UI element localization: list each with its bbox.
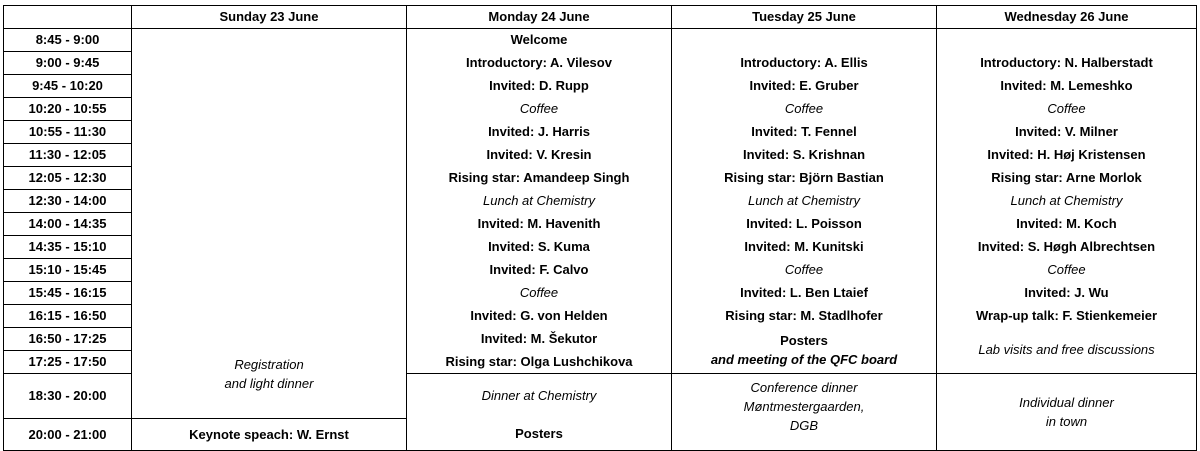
tuesday-cell: Coffee	[672, 259, 937, 282]
wednesday-dinner-line1: Individual dinner	[1019, 395, 1114, 410]
sunday-empty-cell	[132, 29, 407, 351]
sunday-registration-line1: Registration	[234, 356, 304, 372]
tuesday-cell: Coffee	[672, 98, 937, 121]
wednesday-dinner-line2: in town	[1045, 414, 1088, 429]
wednesday-cell: Invited: J. Wu	[937, 282, 1197, 305]
monday-cell: Posters	[407, 419, 672, 451]
tuesday-cell: Invited: M. Kunitski	[672, 236, 937, 259]
wednesday-cell: Invited: H. Høj Kristensen	[937, 144, 1197, 167]
monday-cell: Dinner at Chemistry	[407, 374, 672, 419]
tuesday-cell: Invited: E. Gruber	[672, 75, 937, 98]
monday-cell: Rising star: Olga Lushchikova	[407, 351, 672, 374]
monday-cell: Invited: J. Harris	[407, 121, 672, 144]
time-cell: 15:10 - 15:45	[4, 259, 132, 282]
wednesday-cell: Invited: V. Milner	[937, 121, 1197, 144]
monday-cell: Invited: M. Havenith	[407, 213, 672, 236]
wednesday-cell: Invited: M. Koch	[937, 213, 1197, 236]
monday-cell: Invited: S. Kuma	[407, 236, 672, 259]
monday-cell: Rising star: Amandeep Singh	[407, 167, 672, 190]
wednesday-dinner-cell	[937, 374, 1197, 451]
tuesday-dinner-line1: Conference dinner	[750, 380, 858, 395]
wednesday-cell	[937, 29, 1197, 52]
tuesday-cell	[672, 29, 937, 52]
monday-cell: Coffee	[407, 98, 672, 121]
sunday-registration-line2: and light dinner	[224, 375, 314, 391]
tuesday-dinner-cell	[672, 374, 937, 451]
time-cell: 9:45 - 10:20	[4, 75, 132, 98]
time-cell: 14:00 - 14:35	[4, 213, 132, 236]
time-cell: 14:35 - 15:10	[4, 236, 132, 259]
monday-cell: Invited: D. Rupp	[407, 75, 672, 98]
time-cell: 8:45 - 9:00	[4, 29, 132, 52]
tuesday-cell: Introductory: A. Ellis	[672, 52, 937, 75]
header-row	[4, 6, 1197, 29]
header-wednesday: Wednesday 26 June	[937, 6, 1197, 29]
tuesday-cell: Rising star: Björn Bastian	[672, 167, 937, 190]
monday-cell: Introductory: A. Vilesov	[407, 52, 672, 75]
tuesday-cell: Invited: L. Ben Ltaief	[672, 282, 937, 305]
wednesday-cell: Coffee	[937, 259, 1197, 282]
wednesday-cell: Introductory: N. Halberstadt	[937, 52, 1197, 75]
monday-cell: Invited: G. von Helden	[407, 305, 672, 328]
header-tuesday: Tuesday 25 June	[672, 6, 937, 29]
tuesday-posters-cell	[672, 328, 937, 374]
tuesday-cell: Rising star: M. Stadlhofer	[672, 305, 937, 328]
monday-cell: Invited: F. Calvo	[407, 259, 672, 282]
header-time	[4, 6, 132, 29]
time-cell: 16:15 - 16:50	[4, 305, 132, 328]
wednesday-lab-visits-cell: Lab visits and free discussions	[937, 328, 1197, 374]
tuesday-posters-title: Posters	[780, 333, 828, 349]
table-row	[4, 29, 1197, 52]
tuesday-cell: Lunch at Chemistry	[672, 190, 937, 213]
time-cell: 12:05 - 12:30	[4, 167, 132, 190]
schedule-table	[3, 5, 1197, 451]
monday-cell: Coffee	[407, 282, 672, 305]
tuesday-dinner-line2: Møntmestergaarden,	[743, 399, 865, 414]
wednesday-cell: Coffee	[937, 98, 1197, 121]
tuesday-cell: Invited: L. Poisson	[672, 213, 937, 236]
time-cell: 11:30 - 12:05	[4, 144, 132, 167]
wednesday-cell: Lunch at Chemistry	[937, 190, 1197, 213]
time-cell: 15:45 - 16:15	[4, 282, 132, 305]
monday-cell: Invited: M. Šekutor	[407, 328, 672, 351]
wednesday-cell: Invited: S. Høgh Albrechtsen	[937, 236, 1197, 259]
monday-cell: Welcome	[407, 29, 672, 52]
monday-cell: Invited: V. Kresin	[407, 144, 672, 167]
time-cell: 20:00 - 21:00	[4, 419, 132, 451]
time-cell: 12:30 - 14:00	[4, 190, 132, 213]
header-monday: Monday 24 June	[407, 6, 672, 29]
time-cell: 10:20 - 10:55	[4, 98, 132, 121]
time-cell: 18:30 - 20:00	[4, 374, 132, 419]
wednesday-cell: Rising star: Arne Morlok	[937, 167, 1197, 190]
header-sunday: Sunday 23 June	[132, 6, 407, 29]
sunday-keynote-cell: Keynote speach: W. Ernst	[132, 419, 407, 451]
wednesday-cell: Wrap-up talk: F. Stienkemeier	[937, 305, 1197, 328]
sunday-registration-cell	[132, 351, 407, 419]
tuesday-dinner-line3: DGB	[789, 418, 819, 433]
time-cell: 10:55 - 11:30	[4, 121, 132, 144]
monday-cell: Lunch at Chemistry	[407, 190, 672, 213]
tuesday-cell: Invited: T. Fennel	[672, 121, 937, 144]
time-cell: 17:25 - 17:50	[4, 351, 132, 374]
time-cell: 16:50 - 17:25	[4, 328, 132, 351]
time-cell: 9:00 - 9:45	[4, 52, 132, 75]
tuesday-posters-subtitle: and meeting of the QFC board	[710, 352, 898, 368]
tuesday-cell: Invited: S. Krishnan	[672, 144, 937, 167]
wednesday-cell: Invited: M. Lemeshko	[937, 75, 1197, 98]
